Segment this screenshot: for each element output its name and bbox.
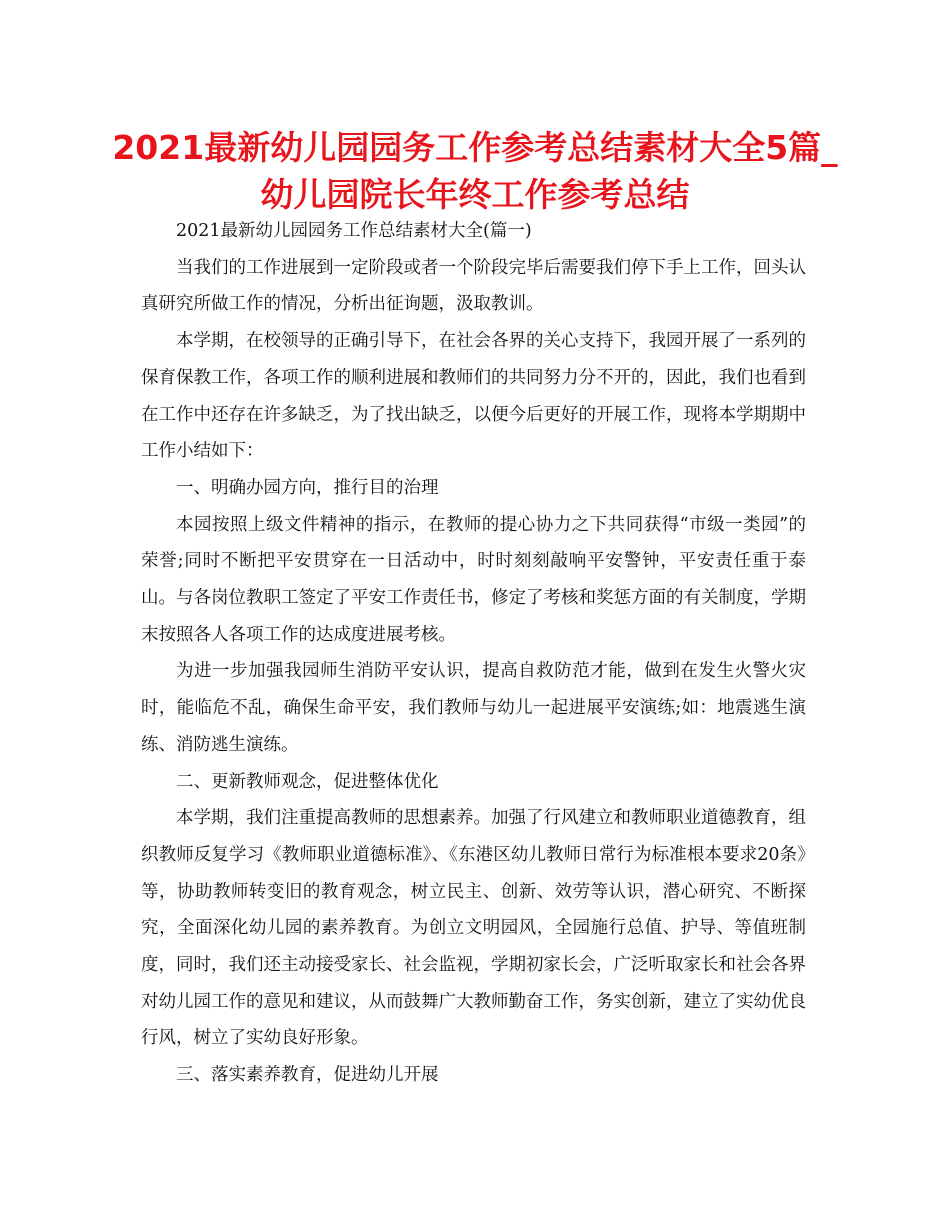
paragraph-overview: 本学期，在校领导的正确引导下，在社会各界的关心支持下，我园开展了一系列的保育保教工作，各项工作的顺利进展和教师们的共同努力分不开的，因此，我们也看到在工作中还存在许多缺乏，为了找出缺乏，以便今后更好的开展工作，现将本学期期中工作小结如下： [141, 331, 806, 462]
paragraph-section-1a: 本园按照上级文件精神的指示，在教师的提心协力之下共同获得“市级一类园”的荣誉;同时不断把平安贯穿在一日活动中，时时刻刻敲响平安警钟，平安责任重于泰山。与各岗位教职工签定了平安工作责任书，修定了考核和奖惩方面的有关制度，学期末按照各人各项工作的达成度进展考核。 [141, 514, 806, 645]
paragraph-section-1b: 为进一步加强我园师生消防平安认识，提高自救防范才能，做到在发生火警火灾时，能临危不乱，确保生命平安，我们教师与幼儿一起进展平安演练;如：地震逃生演练、消防逃生演练。 [141, 661, 806, 755]
document-title: 2021最新幼儿园园务工作参考总结素材大全5篇_幼儿园院长年终工作参考总结 [112, 128, 838, 214]
section-subtitle: 2021最新幼儿园园务工作总结素材大全(篇一) [176, 221, 532, 241]
paragraph-intro: 当我们的工作进展到一定阶段或者一个阶段完毕后需要我们停下手上工作，回头认真研究所做工作的情况，分析出征询题，汲取教训。 [141, 257, 806, 315]
section-heading-1: 一、明确办园方向，推行目的治理 [176, 477, 439, 498]
document-body [141, 213, 806, 1094]
section-heading-2: 二、更新教师观念，促进整体优化 [176, 771, 439, 792]
paragraph-section-2: 本学期，我们注重提高教师的思想素养。加强了行风建立和教师职业道德教育，组织教师反复学习《教师职业道德标准》、《东港区幼儿教师日常行为标准根本要求20条》等，协助教师转变旧的教育观念，树立民主、创新、效劳等认识，潜心研究、不断探究，全面深化幼儿园的素养教育。为创立文明园风，全园施行总值、护导、等值班制度，同时，我们还主动接受家长、社会监视，学期初家长会，广泛听取家长和社会各界对幼儿园工作的意见和建议，从而鼓舞广大教师勤奋工作，务实创新，建立了实幼优良行风，树立了实幼良好形象。 [141, 808, 806, 1049]
section-heading-3: 三、落实素养教育，促进幼儿开展 [176, 1065, 439, 1086]
